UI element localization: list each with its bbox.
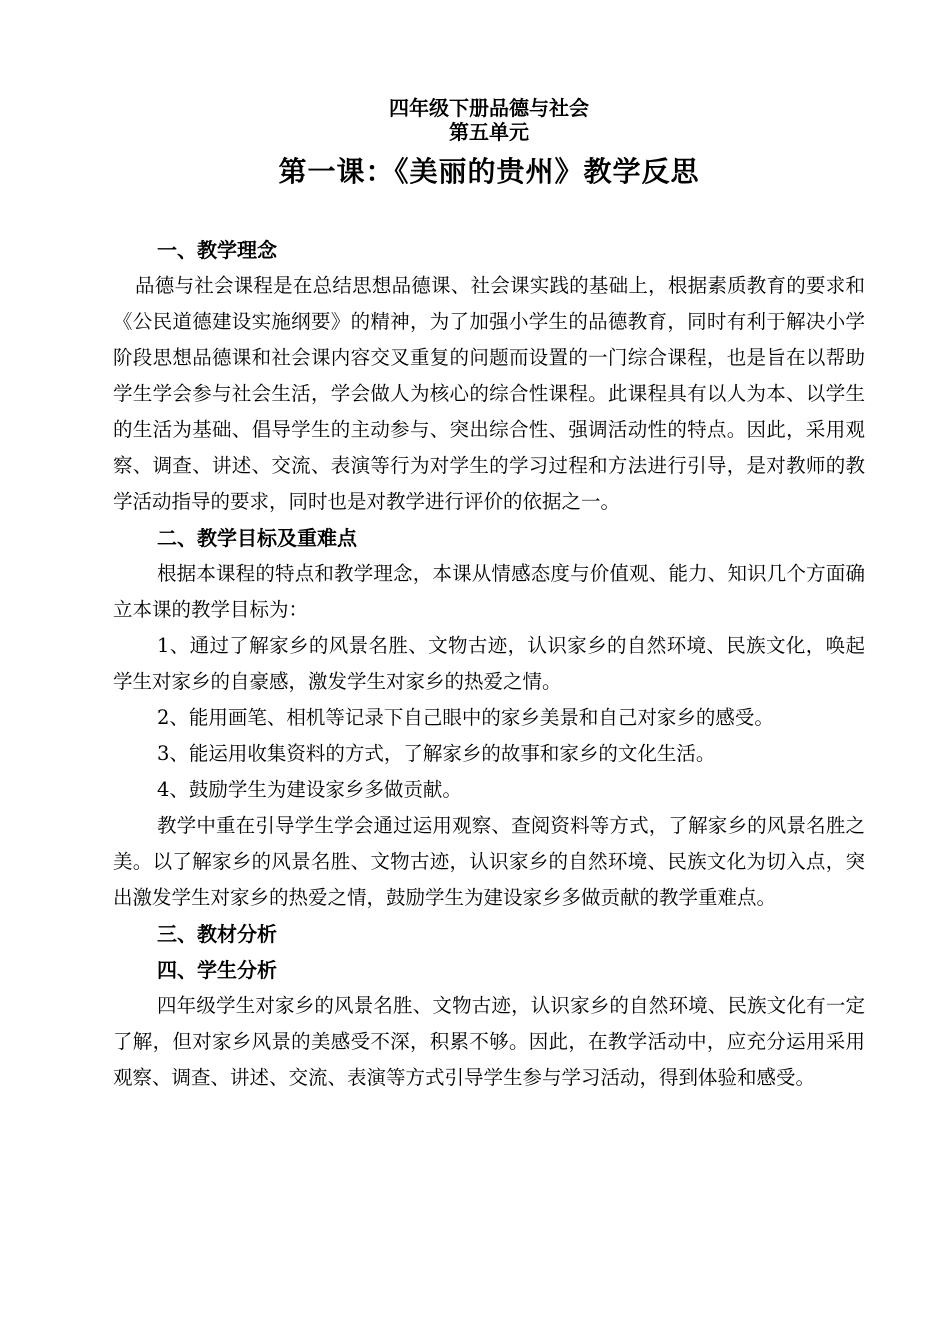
document-page bbox=[113, 96, 865, 1096]
section-heading-student-analysis: 四、学生分析 bbox=[157, 958, 277, 982]
section-heading-teaching-philosophy: 一、教学理念 bbox=[157, 238, 277, 262]
goal-item: 3、能运用收集资料的方式，了解家乡的故事和家乡的文化生活。 bbox=[157, 742, 716, 765]
paragraph: 四年级学生对家乡的风景名胜、文物古迹，认识家乡的自然环境、民族文化有一定了解，但对家乡风景的美感受不深，积累不够。因此，在教学活动中，应充分运用采用观察、调查、讲述、交流、表演等方式引导学生参与学习活动，得到体验和感受。 bbox=[113, 994, 865, 1089]
document-body bbox=[113, 232, 865, 1096]
unit-title: 第五单元 bbox=[449, 120, 529, 144]
goal-item: 1、通过了解家乡的风景名胜、文物古迹，认识家乡的自然环境、民族文化，唤起学生对家乡的自豪感，激发学生对家乡的热爱之情。 bbox=[113, 634, 865, 693]
section-heading-textbook-analysis: 三、教材分析 bbox=[157, 922, 277, 946]
goal-item: 2、能用画笔、相机等记录下自己眼中的家乡美景和自己对家乡的感受。 bbox=[157, 706, 774, 729]
paragraph: 根据本课程的特点和教学理念，本课从情感态度与价值观、能力、知识几个方面确立本课的教学目标为： bbox=[113, 562, 865, 621]
paragraph: 品德与社会课程是在总结思想品德课、社会课实践的基础上，根据素质教育的要求和《公民道德建设实施纲要》的精神，为了加强小学生的品德教育，同时有利于解决小学阶段思想品德课和社会课内容交叉重复的问题而设置的一门综合课程，也是旨在以帮助学生学会参与社会生活，学会做人为核心的综合性课程。此课程具有以人为本、以学生的生活为基础、倡导学生的主动参与、突出综合性、强调活动性的特点。因此，采用观察、调查、讲述、交流、表演等行为对学生的学习过程和方法进行引导，是对教师的教学活动指导的要求，同时也是对教学进行评价的依据之一。 bbox=[113, 274, 865, 513]
grade-subject-title: 四年级下册品德与社会 bbox=[389, 96, 589, 120]
lesson-title: 第一课：《美丽的贵州》教学反思 bbox=[278, 155, 700, 188]
section-heading-teaching-goals: 二、教学目标及重难点 bbox=[157, 526, 357, 550]
paragraph: 教学中重在引导学生学会通过运用观察、查阅资料等方式，了解家乡的风景名胜之美。以了解家乡的风景名胜、文物古迹，认识家乡的自然环境、民族文化为切入点，突出激发学生对家乡的热爱之情，鼓励学生为建设家乡多做贡献的教学重难点。 bbox=[113, 814, 865, 909]
goal-item: 4、鼓励学生为建设家乡多做贡献。 bbox=[157, 778, 462, 801]
